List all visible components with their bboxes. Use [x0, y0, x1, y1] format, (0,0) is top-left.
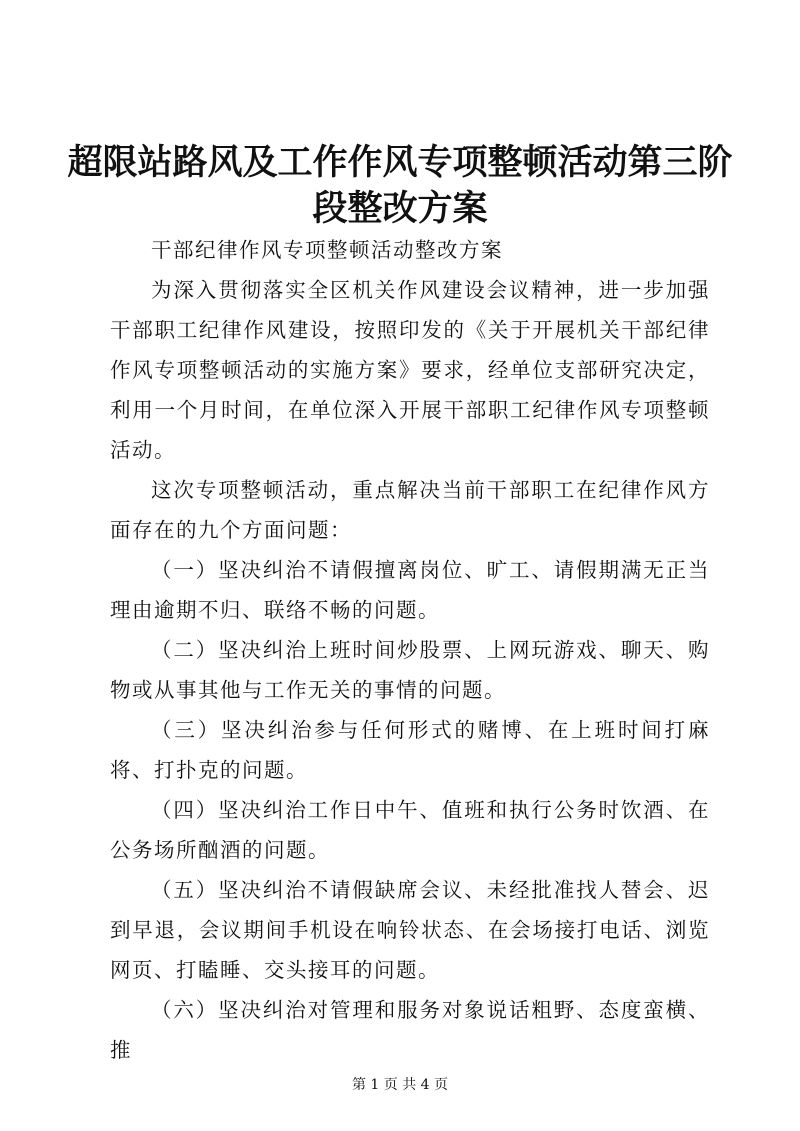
- document-title: 超限站路风及工作作风专项整顿活动第三阶段整改方案: [67, 142, 733, 229]
- paragraph-item-2: （二）坚决纠治上班时间炒股票、上网玩游戏、聊天、购物或从事其他与工作无关的事情的问题。: [110, 638, 710, 702]
- paragraph-item-5: （五）坚决纠治不请假缺席会议、未经批准找人替会、迟到早退，会议期间手机设在响铃状态、在会场接打电话、浏览网页、打瞌睡、交头接耳的问题。: [110, 878, 710, 982]
- page-number: 第 1 页 共 4 页: [351, 1077, 449, 1093]
- paragraph-item-1: （一）坚决纠治不请假擅离岗位、旷工、请假期满无正当理由逾期不归、联络不畅的问题。: [110, 558, 710, 622]
- document-body: [110, 230, 710, 1070]
- paragraph-overview: 这次专项整顿活动，重点解决当前干部职工在纪律作风方面存在的九个方面问题：: [110, 478, 710, 542]
- paragraph-item-6: （六）坚决纠治对管理和服务对象说话粗野、态度蛮横、推: [110, 998, 710, 1062]
- page-footer: [0, 1075, 800, 1095]
- paragraph-item-3: （三）坚决纠治参与任何形式的赌博、在上班时间打麻将、打扑克的问题。: [110, 718, 710, 782]
- paragraph-subtitle: 干部纪律作风专项整顿活动整改方案: [151, 238, 503, 262]
- paragraph-intro: 为深入贯彻落实全区机关作风建设会议精神，进一步加强干部职工纪律作风建设，按照印发的《关于开展机关干部纪律作风专项整顿活动的实施方案》要求，经单位支部研究决定，利用一个月时间，在单位深入开展干部职工纪律作风专项整顿活动。: [110, 278, 710, 462]
- paragraph-item-4: （四）坚决纠治工作日中午、值班和执行公务时饮酒、在公务场所酗酒的问题。: [110, 798, 710, 862]
